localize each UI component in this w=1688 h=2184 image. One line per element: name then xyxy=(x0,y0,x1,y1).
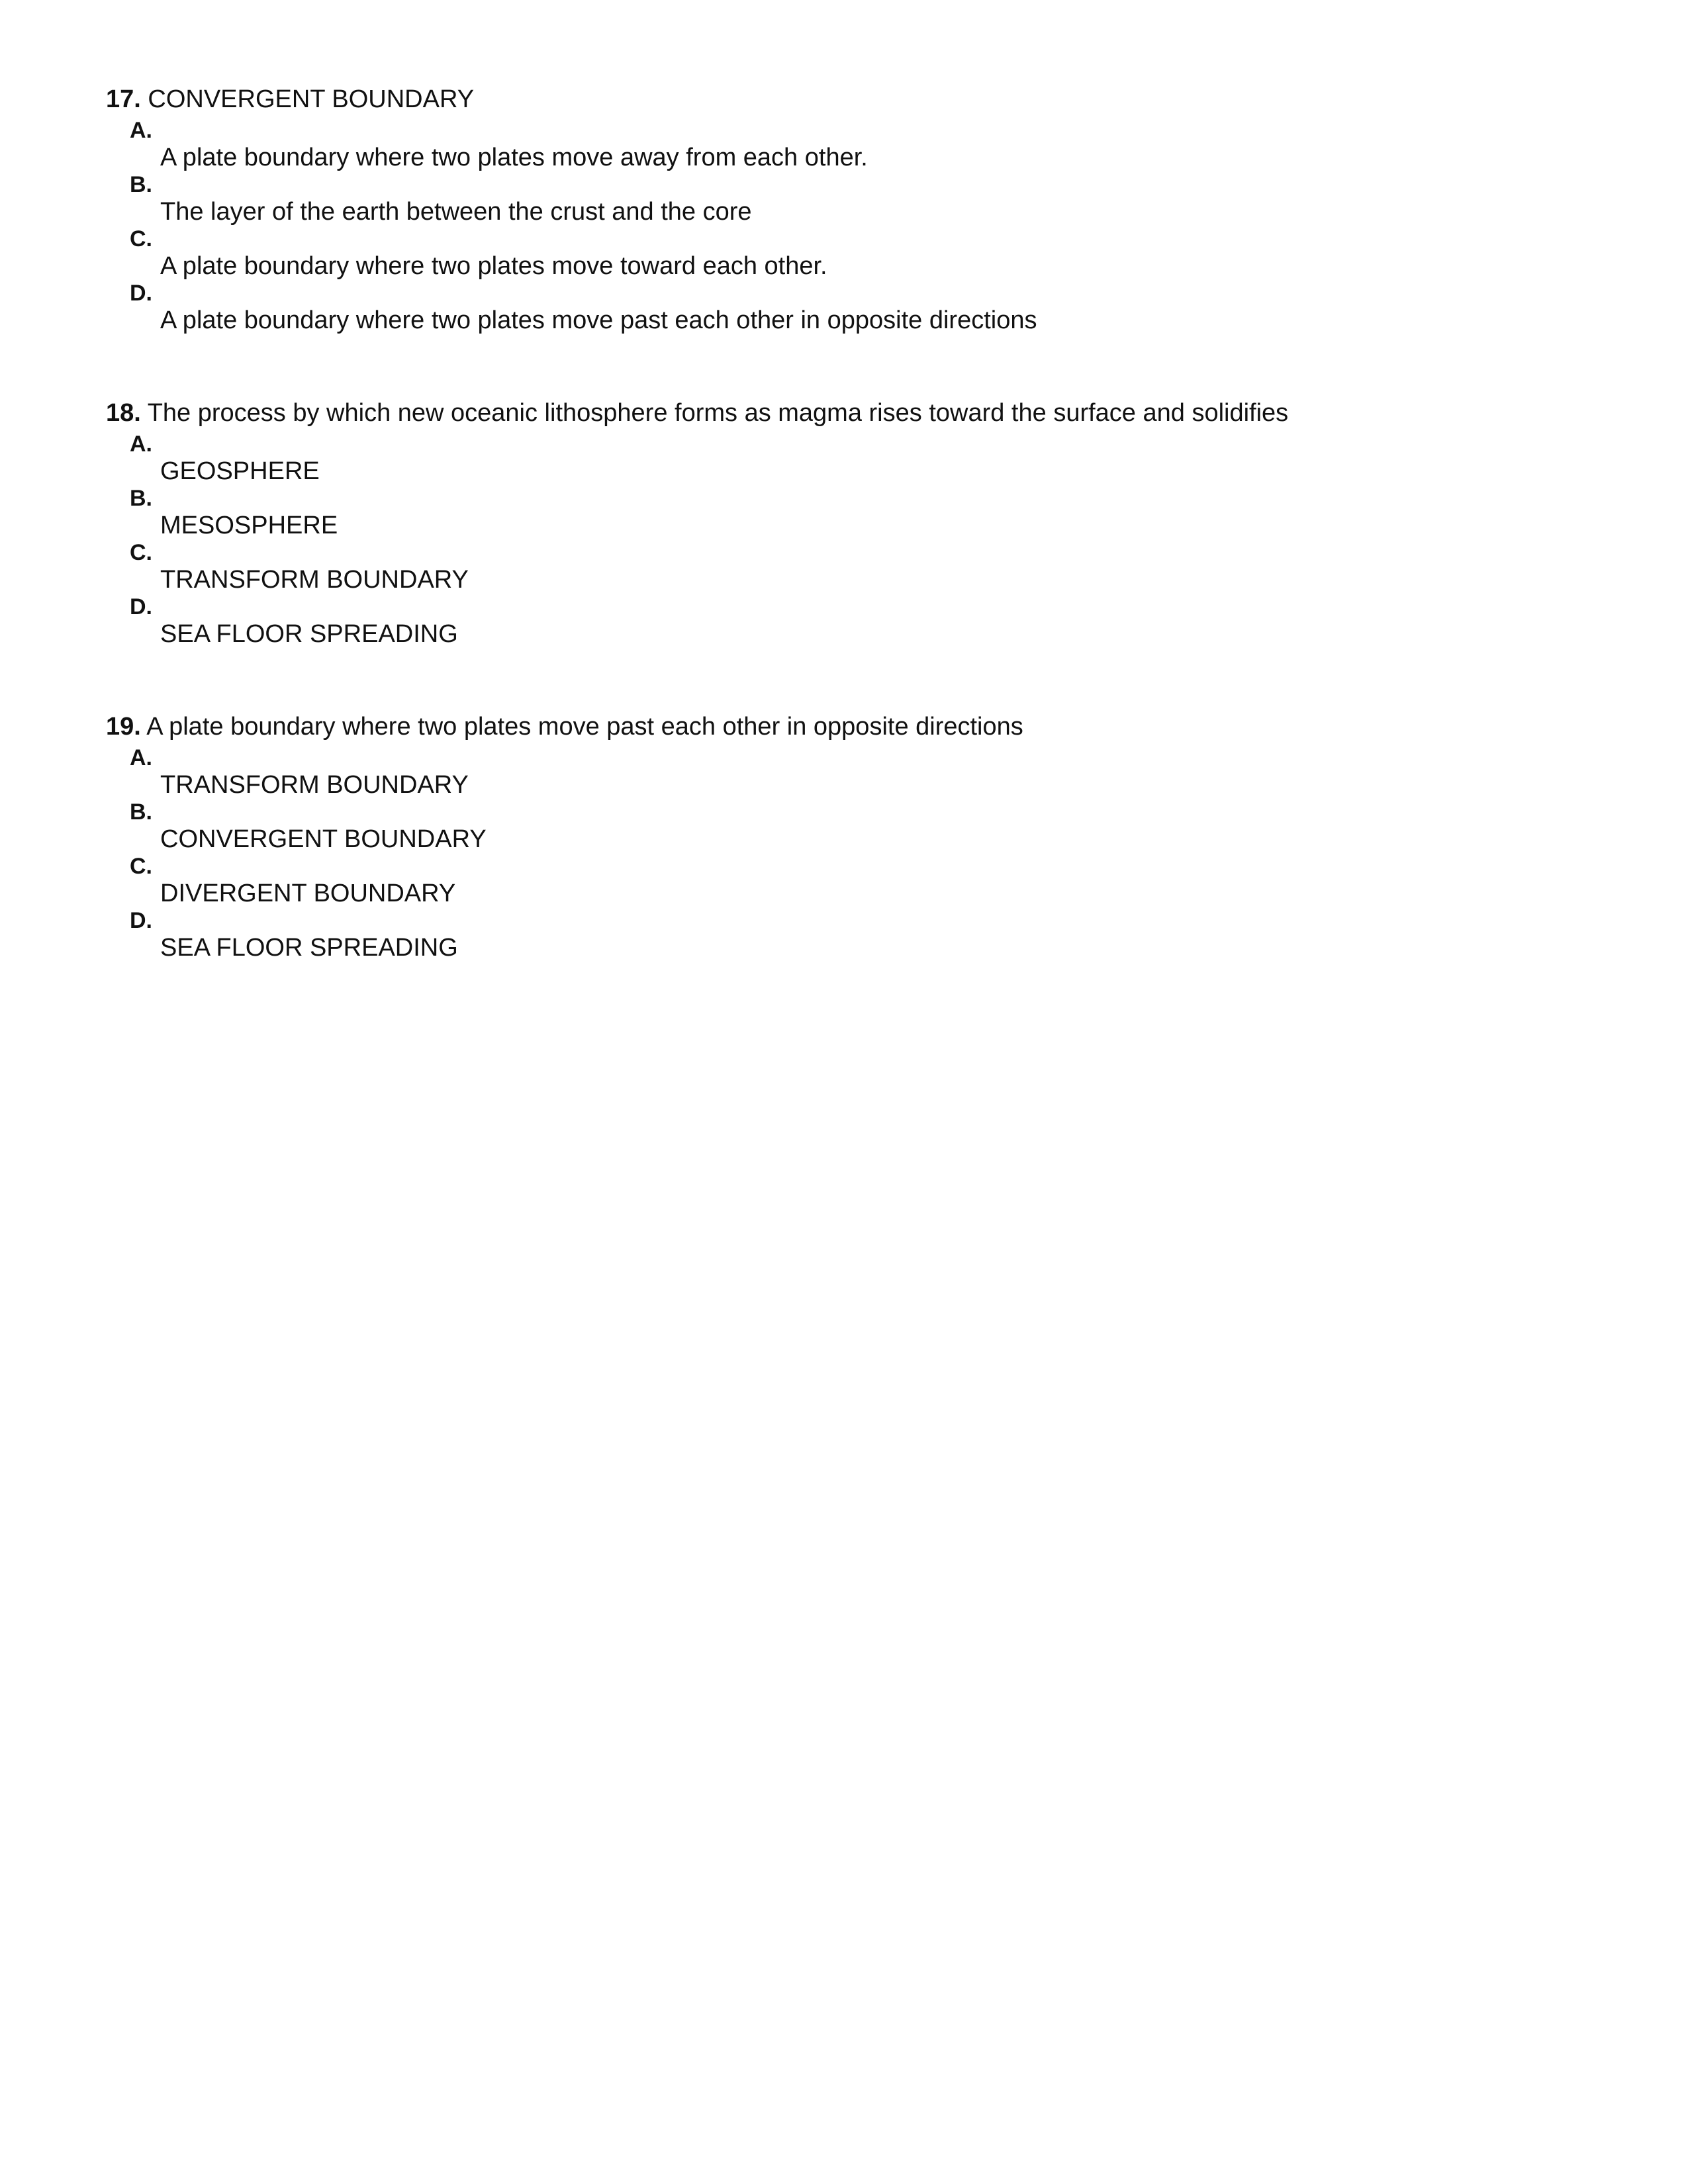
answer-option-a[interactable] xyxy=(106,431,1595,485)
option-text: SEA FLOOR SPREADING xyxy=(160,620,458,648)
answer-option-c[interactable] xyxy=(106,539,1595,594)
option-text: DIVERGENT BOUNDARY xyxy=(160,880,456,907)
answer-option-b[interactable] xyxy=(106,799,1595,853)
option-text: GEOSPHERE xyxy=(160,457,320,485)
question-stem xyxy=(106,711,1595,742)
option-text: A plate boundary where two plates move past each other in opposite directions xyxy=(160,306,1037,334)
question-stem xyxy=(106,398,1595,428)
question-text: The process by which new oceanic lithosphere forms as magma rises toward the surface and solidifies xyxy=(147,399,1289,427)
answer-options xyxy=(106,745,1595,962)
question-text: A plate boundary where two plates move past each other in opposite directions xyxy=(146,713,1023,741)
option-letter: A. xyxy=(130,118,152,143)
answer-option-a[interactable] xyxy=(106,117,1595,171)
option-letter: D. xyxy=(130,594,152,619)
answer-option-a[interactable] xyxy=(106,745,1595,799)
option-letter: D. xyxy=(130,281,152,306)
answer-option-b[interactable] xyxy=(106,171,1595,226)
question-text: CONVERGENT BOUNDARY xyxy=(148,85,475,113)
question-number: 18. xyxy=(106,399,141,427)
option-letter: B. xyxy=(130,799,152,825)
option-letter: B. xyxy=(130,172,152,197)
option-letter: B. xyxy=(130,486,152,511)
question-stem xyxy=(106,84,1595,114)
option-letter: C. xyxy=(130,226,152,251)
question-17 xyxy=(106,84,1595,334)
answer-option-d[interactable] xyxy=(106,907,1595,962)
option-letter: A. xyxy=(130,745,152,770)
answer-option-b[interactable] xyxy=(106,485,1595,539)
option-text: MESOSPHERE xyxy=(160,512,338,539)
question-18 xyxy=(106,398,1595,648)
answer-option-d[interactable] xyxy=(106,280,1595,334)
option-text: TRANSFORM BOUNDARY xyxy=(160,566,469,594)
option-text: CONVERGENT BOUNDARY xyxy=(160,825,487,853)
option-letter: D. xyxy=(130,908,152,933)
option-text: SEA FLOOR SPREADING xyxy=(160,934,458,962)
answer-options xyxy=(106,117,1595,334)
answer-option-d[interactable] xyxy=(106,594,1595,648)
option-letter: A. xyxy=(130,432,152,457)
option-text: The layer of the earth between the crust and the core xyxy=(160,198,752,226)
answer-option-c[interactable] xyxy=(106,853,1595,907)
option-letter: C. xyxy=(130,540,152,565)
answer-option-c[interactable] xyxy=(106,226,1595,280)
question-number: 17. xyxy=(106,85,141,113)
option-letter: C. xyxy=(130,854,152,879)
option-text: A plate boundary where two plates move toward each other. xyxy=(160,252,827,280)
option-text: A plate boundary where two plates move away from each other. xyxy=(160,144,868,171)
option-text: TRANSFORM BOUNDARY xyxy=(160,771,469,799)
question-19 xyxy=(106,711,1595,962)
answer-options xyxy=(106,431,1595,648)
question-number: 19. xyxy=(106,713,141,741)
